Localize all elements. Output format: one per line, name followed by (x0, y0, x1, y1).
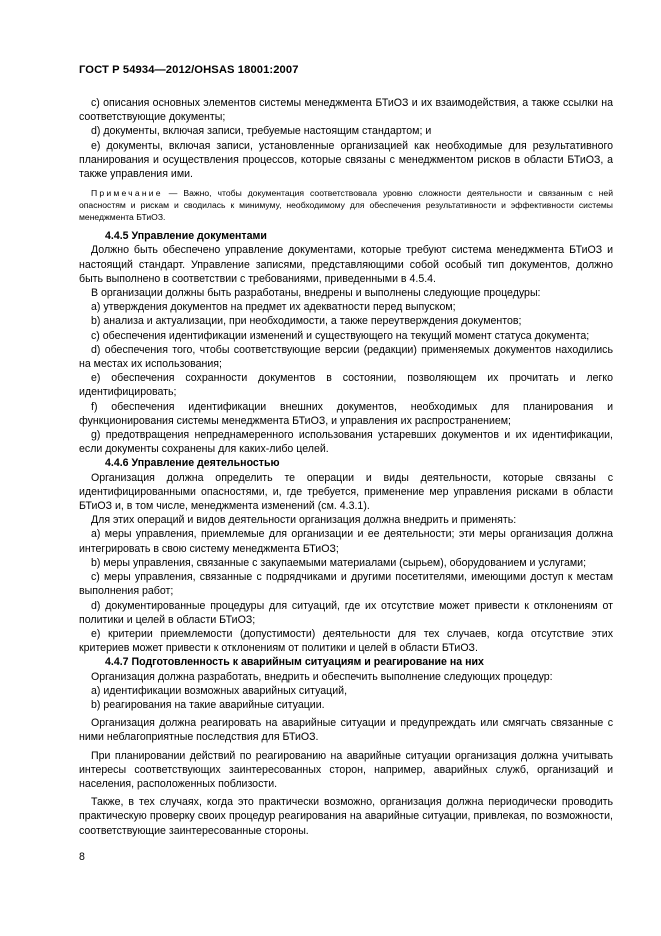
paragraph: Также, в тех случаях, когда это практически возможно, организация должна периодически проводить практическую проверку своих процедур реагирования на аварийные ситуации, привлекая, по возможности, соответствующие заинтересованные стороны. (79, 796, 613, 837)
note-label: Примечание (91, 188, 163, 199)
list-item: g) предотвращения непреднамеренного использования устаревших документов и их идентификации, если документы сохранены для каких-либо целей. (79, 429, 613, 456)
paragraph: c) описания основных элементов системы менеджмента БТиОЗ и их взаимодействия, а также ссылки на соответствующие документы; (79, 97, 613, 124)
page-number: 8 (79, 851, 85, 863)
list-item: a) утверждения документов на предмет их адекватности перед выпуском; (91, 301, 456, 314)
section-heading-4-4-7: 4.4.7 Подготовленность к аварийным ситуациям и реагирование на них (105, 656, 484, 669)
paragraph: Организация должна реагировать на аварийные ситуации и предупреждать или смягчать связанные с ними неблагоприятные последствия для БТиОЗ. (79, 717, 613, 744)
list-item: a) идентификации возможных аварийных ситуаций, (91, 684, 348, 697)
list-item: a) меры управления, приемлемые для организации и ее деятельности; эти меры организация должна интегрировать в свою систему менеджмента БТиОЗ; (79, 528, 613, 555)
list-item: e) критерии приемлемости (допустимости) деятельности для тех случаев, когда отсутствие этих критериев может привести к отклонениям от политики и целей в области БТиОЗ. (79, 627, 613, 655)
list-item: e) обеспечения сохранности документов в состоянии, позволяющем их прочитать и легко идентифицировать; (79, 372, 613, 399)
paragraph: e) документы, включая записи, установленные организацией как необходимые для результативного планирования и осуществления процессов, которые связаны с менеджментом рисков в области БТиОЗ, а также управления ими. (79, 139, 613, 181)
note-text: — Важно, чтобы документация соответствовала уровню сложности деятельности и связанным с ней опасностям и рискам и сводилась к минимуму, необходимому для обеспечения результативности и эффективности системы менеджмента БТиОЗ. (79, 188, 613, 223)
list-item: d) обеспечения того, чтобы соответствующие версии (редакции) применяемых документов находились на местах их использования; (79, 343, 613, 371)
note (79, 187, 613, 223)
paragraph: Организация должна разработать, внедрить и обеспечить выполнение следующих процедур: (91, 670, 553, 683)
section-heading-4-4-5: 4.4.5 Управление документами (105, 230, 267, 243)
section-heading-4-4-6: 4.4.6 Управление деятельностью (105, 457, 280, 470)
list-item: c) меры управления, связанные с подрядчиками и другими посетителями, имеющими доступ к местам выполнения работ; (79, 571, 613, 598)
paragraph: Для этих операций и видов деятельности организация должна внедрить и применять: (91, 514, 517, 527)
list-item: b) анализа и актуализации, при необходимости, а также переутверждения документов; (91, 315, 522, 328)
list-item: d) документированные процедуры для ситуаций, где их отсутствие может привести к отклонениям от политики и целей в области БТиОЗ; (79, 599, 613, 626)
document-body (79, 96, 613, 838)
paragraph: В организации должны быть разработаны, внедрены и выполнены следующие процедуры: (91, 287, 541, 300)
list-item: c) обеспечения идентификации изменений и существующего на текущий момент статуса документа; (91, 329, 590, 342)
document-header: ГОСТ Р 54934—2012/OHSAS 18001:2007 (79, 64, 299, 76)
paragraph: При планировании действий по реагированию на аварийные ситуации организация должна учитывать интересы соответствующих заинтересованных сторон, например, аварийных служб, организаций и населения, расположенных поблизости. (79, 749, 613, 790)
paragraph: Организация должна определить те операции и виды деятельности, которые связаны с идентифицированными опасностями, и, где требуется, применение мер управления рисками в области БТиОЗ и, в том числе, менеджмента изменений (см. 4.3.1). (79, 471, 613, 513)
list-item: f) обеспечения идентификации внешних документов, необходимых для планирования и функционирования системы менеджмента БТиОЗ, и управления их распространением; (79, 400, 613, 427)
paragraph: Должно быть обеспечено управление документами, которые требуют система менеджмента БТиОЗ и настоящий стандарт. Управление записями, представляющими собой особый тип документов, должно быть выполнено в соответствии с требованиями, приведенными в 4.5.4. (79, 244, 613, 285)
list-item: b) реагирования на такие аварийные ситуации. (91, 698, 325, 711)
paragraph: d) документы, включая записи, требуемые настоящим стандартом; и (91, 125, 432, 138)
list-item: b) меры управления, связанные с закупаемыми материалами (сырьем), оборудованием и услугами; (91, 556, 587, 569)
